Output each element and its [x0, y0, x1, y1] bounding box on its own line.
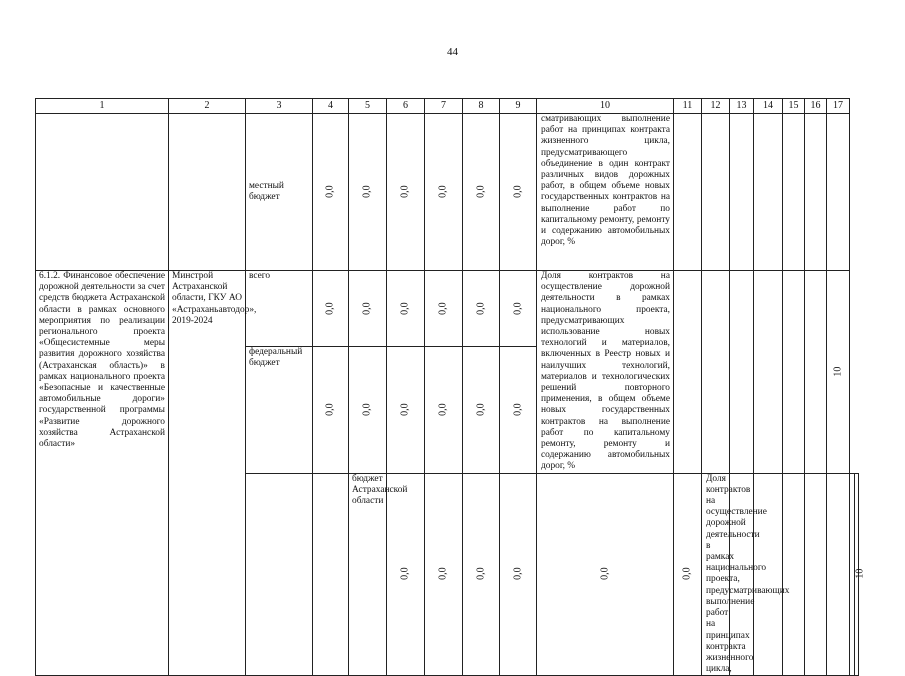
- value-cell: 0,0: [463, 347, 500, 473]
- executor-cell-empty: [313, 473, 349, 676]
- header-cell: 10: [537, 99, 674, 114]
- header-cell: 11: [674, 99, 702, 114]
- header-cell: 8: [463, 99, 500, 114]
- value-cell: 0,0: [313, 271, 349, 347]
- value-cell: 0,0: [500, 271, 537, 347]
- header-cell: 13: [730, 99, 754, 114]
- funding-source: всего: [246, 271, 313, 347]
- value-cell: 0,0: [425, 114, 463, 271]
- target-value: 10: [854, 473, 859, 676]
- value-cell: 0,0: [349, 114, 387, 271]
- header-row: [36, 99, 859, 114]
- header-cell: 15: [783, 99, 805, 114]
- header-cell: 2: [169, 99, 246, 114]
- value-cell: 0,0: [425, 473, 463, 676]
- header-cell: 12: [702, 99, 730, 114]
- value-cell: 0,0: [349, 347, 387, 473]
- activity-cell-empty: [36, 114, 169, 271]
- activity-cell-empty: [246, 473, 313, 676]
- value-cell: 0,0: [500, 114, 537, 271]
- value-cell: 0,0: [387, 271, 425, 347]
- table-row: [36, 271, 859, 347]
- value-cell: 0,0: [349, 271, 387, 347]
- activity-name: 6.1.2. Финансовое обеспечение дорожной деятельности за счет средств бюджета Астраханской области в рамках основного мероприятия по реализации регионального проекта «Общесистемные меры развития дорожного хозяйства (Астраханская область)» в рамках национального проекта «Безопасные и качественные автомобильные дороги» государственной программы «Развитие дорожного хозяйства Астраханской области»: [36, 271, 169, 676]
- funding-source: бюджет Астраханской области: [349, 473, 387, 676]
- value-cell: 0,0: [387, 347, 425, 473]
- header-cell: 5: [349, 99, 387, 114]
- header-cell: 4: [313, 99, 349, 114]
- header-cell: 1: [36, 99, 169, 114]
- header-cell: 14: [754, 99, 783, 114]
- page-number: 44: [447, 46, 458, 58]
- header-cell: 9: [500, 99, 537, 114]
- budget-table: [35, 98, 865, 676]
- header-cell: 7: [425, 99, 463, 114]
- table-row: [36, 114, 859, 271]
- funding-source: местный бюджет: [246, 114, 313, 271]
- header-cell: 16: [805, 99, 827, 114]
- indicator-text: Доля контрактов на осуществление дорожной деятельности в рамках национального проекта, предусматривающих использование новых технологий и материалов, включенных в Реестр новых и наилучших технологий, материалов и технологических решений повторного применения, в общем объеме новых государственных контрактов на выполнение работ по капитальному ремонту, ремонту и содержанию автомобильных дорог, %: [537, 271, 674, 474]
- funding-source: федеральный бюджет: [246, 347, 313, 473]
- value-cell: 0,0: [537, 473, 674, 676]
- value-cell: 0,0: [387, 473, 425, 676]
- value-cell: 0,0: [463, 473, 500, 676]
- indicator-text: Доля контрактов на осуществление дорожной деятельности в рамках национального проекта, предусматривающих выполнение работ на принципах контракта жизненного цикла,: [702, 473, 730, 676]
- executor-name: Минстрой Астраханской области, ГКУ АО «Астраханьавтодор», 2019-2024: [169, 271, 246, 676]
- value-cell: 0,0: [500, 347, 537, 473]
- value-cell: 0,0: [674, 473, 702, 676]
- value-cell: 0,0: [500, 473, 537, 676]
- value-cell: 0,0: [463, 114, 500, 271]
- header-cell: 17: [827, 99, 850, 114]
- value-cell: 0,0: [425, 271, 463, 347]
- indicator-text: сматривающих выполнение работ на принципах контракта жизненного цикла, предусматривающего объединение в один контракт различных видов дорожных работ, в общем объеме новых государственных контрактов на выполнение работ по капитальному ремонту, ремонту и содержанию автомобильных дорог, %: [537, 114, 674, 271]
- value-cell: 0,0: [463, 271, 500, 347]
- value-cell: 0,0: [313, 347, 349, 473]
- header-cell: 6: [387, 99, 425, 114]
- value-cell: 0,0: [425, 347, 463, 473]
- header-cell: 3: [246, 99, 313, 114]
- target-value: 10: [827, 271, 850, 474]
- value-cell: 0,0: [313, 114, 349, 271]
- value-cell: 0,0: [387, 114, 425, 271]
- executor-cell-empty: [169, 114, 246, 271]
